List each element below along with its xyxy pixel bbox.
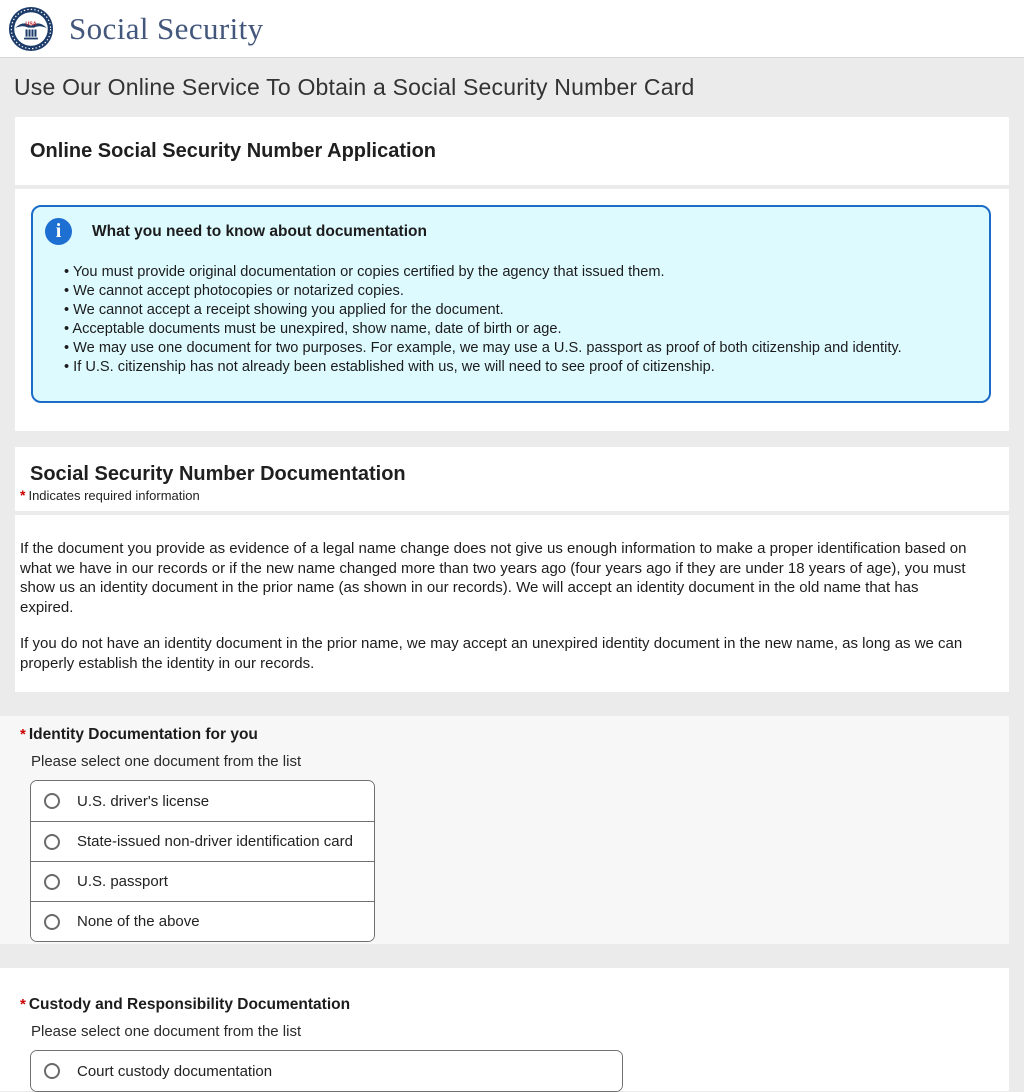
identity-documentation-section bbox=[0, 716, 1009, 944]
page-title-bar bbox=[0, 58, 1024, 117]
radio-option-label: State-issued non-driver identification card bbox=[77, 833, 353, 850]
application-title: Online Social Security Number Application bbox=[30, 139, 437, 162]
info-alert-heading: What you need to know about documentation bbox=[92, 222, 427, 240]
radio-option-label: U.S. passport bbox=[77, 873, 168, 890]
required-asterisk: * bbox=[20, 996, 26, 1013]
custody-document-radio-list bbox=[30, 1050, 623, 1092]
info-bullet-item: • We cannot accept photocopies or notarized copies. bbox=[64, 282, 974, 301]
info-bullet-list bbox=[45, 263, 974, 377]
custody-documentation-section bbox=[0, 968, 1009, 1091]
custody-field-instruction: Please select one document from the list bbox=[31, 1023, 302, 1040]
radio-button-icon[interactable] bbox=[44, 874, 60, 890]
identity-document-option-row[interactable] bbox=[31, 781, 374, 821]
documentation-body-card bbox=[15, 515, 1009, 692]
main-content bbox=[0, 117, 1009, 1091]
identity-document-option-row[interactable] bbox=[31, 861, 374, 901]
documentation-paragraph-2: If you do not have an identity document in the prior name, we may accept an unexpired identity document in the new name, as long as we can properly establish the identity in our records. bbox=[20, 635, 963, 672]
site-header bbox=[0, 0, 1024, 58]
info-bullet-item: • You must provide original documentation or copies certified by the agency that issued them. bbox=[64, 263, 974, 282]
documentation-paragraph-1: If the document you provide as evidence of a legal name change does not give us enough information to make a proper identification based on what we have in our records or if the new name changed more than two years ago (four years ago if they are under 18 years of age), you must show us an identity document in the prior name (as shown in our records). We will accept an identity document in the old name that has expired. bbox=[20, 540, 967, 616]
radio-button-icon[interactable] bbox=[44, 914, 60, 930]
identity-document-radio-list bbox=[30, 780, 375, 942]
identity-field-label: Identity Documentation for you bbox=[28, 726, 258, 743]
info-card bbox=[15, 189, 1009, 431]
custody-field-label: Custody and Responsibility Documentation bbox=[28, 996, 351, 1013]
documentation-section-title: Social Security Number Documentation bbox=[30, 463, 406, 485]
required-note-text: Indicates required information bbox=[28, 488, 200, 503]
radio-button-icon[interactable] bbox=[44, 834, 60, 850]
info-alert-header bbox=[45, 218, 974, 245]
required-asterisk: * bbox=[20, 487, 26, 503]
info-bullet-item: • We may use one document for two purposes. For example, we may use a U.S. passport as proof of both citizenship and identity. bbox=[64, 339, 974, 358]
custody-field-label-row bbox=[20, 996, 1009, 1014]
radio-option-label: U.S. driver's license bbox=[77, 792, 210, 810]
svg-text:USA: USA bbox=[25, 20, 37, 27]
required-information-note bbox=[20, 487, 1009, 503]
identity-field-instruction: Please select one document from the list bbox=[31, 753, 302, 770]
ssa-seal-icon bbox=[8, 6, 54, 52]
identity-document-option-row[interactable] bbox=[31, 821, 374, 861]
custody-document-option-row[interactable] bbox=[31, 1051, 622, 1091]
application-title-card bbox=[15, 117, 1009, 185]
radio-option-label: Court custody documentation bbox=[77, 1062, 273, 1080]
radio-button-icon[interactable] bbox=[44, 1063, 60, 1079]
radio-button-icon[interactable] bbox=[44, 793, 60, 809]
page-title: Use Our Online Service To Obtain a Social Security Number Card bbox=[14, 74, 695, 100]
required-asterisk: * bbox=[20, 726, 26, 743]
info-bullet-item: • We cannot accept a receipt showing you applied for the document. bbox=[64, 301, 974, 320]
documentation-header-card bbox=[15, 447, 1009, 511]
identity-document-option-row[interactable] bbox=[31, 901, 374, 941]
info-bullet-item: • If U.S. citizenship has not already been established with us, we will need to see proof of citizenship. bbox=[64, 358, 974, 377]
info-icon: i bbox=[45, 218, 72, 245]
brand-title: Social Security bbox=[69, 10, 264, 46]
info-bullet-item: • Acceptable documents must be unexpired, show name, date of birth or age. bbox=[64, 320, 974, 339]
radio-option-label: None of the above bbox=[77, 913, 200, 930]
info-alert-box bbox=[31, 205, 991, 403]
identity-field-label-row bbox=[20, 726, 1009, 744]
